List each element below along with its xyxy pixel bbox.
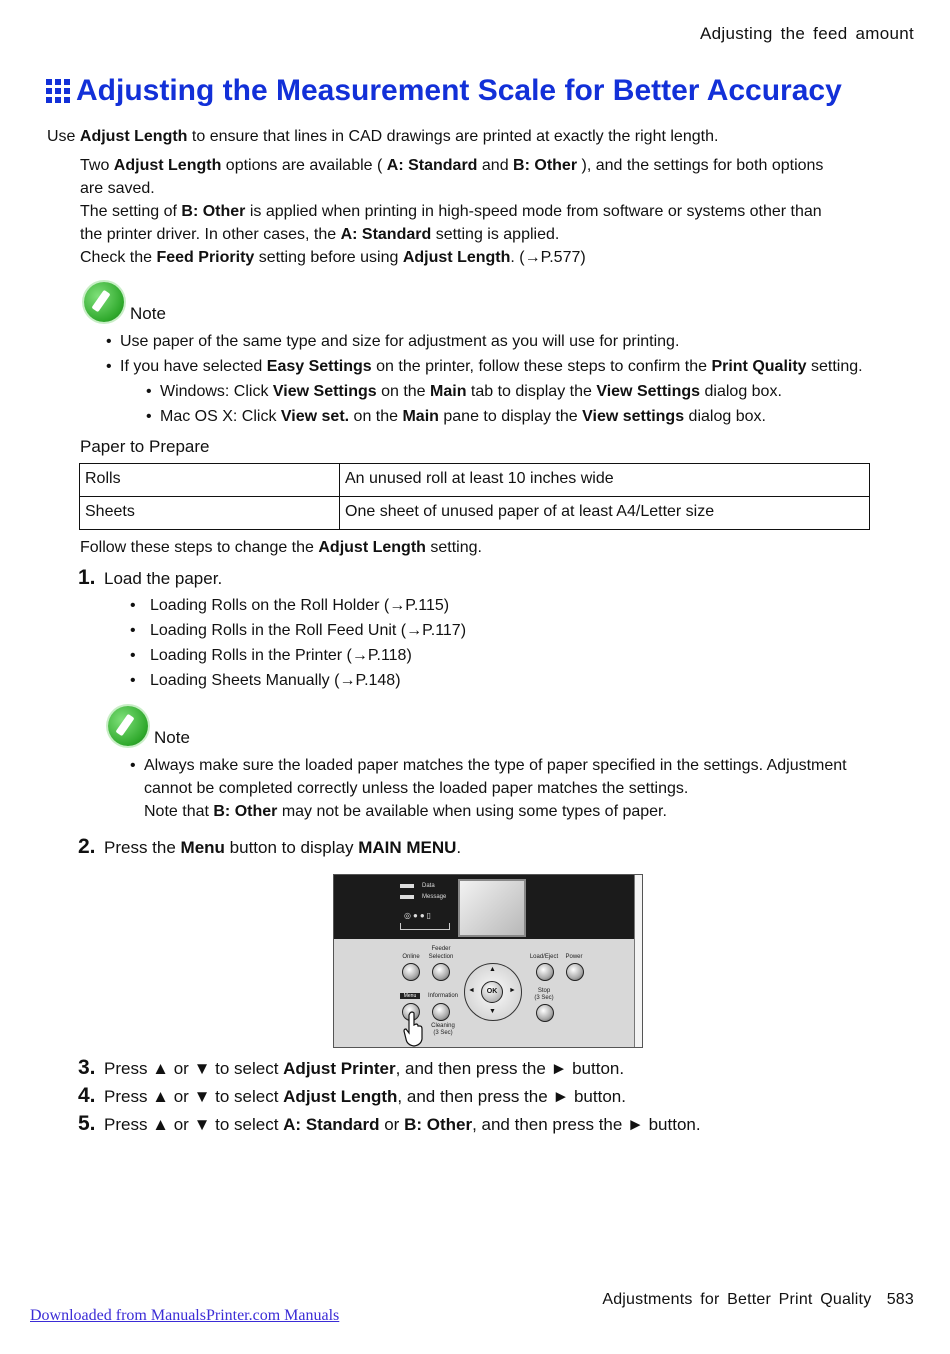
step-1: 1. Load the paper. <box>78 566 223 589</box>
stop-button[interactable] <box>536 1004 554 1022</box>
table-cell: An unused roll at least 10 inches wide <box>340 464 870 497</box>
step-2: 2. Press the Menu button to display MAIN MENU. <box>78 835 462 858</box>
note-list-2 <box>130 754 890 823</box>
list-item: • Use paper of the same type and size for adjustment as you will use for printing. <box>106 329 906 354</box>
feeder-selection-button[interactable] <box>432 963 450 981</box>
up-arrow-icon[interactable]: ▲ <box>489 966 496 973</box>
page-title <box>46 74 842 108</box>
paper-table <box>79 463 870 530</box>
paper-heading: Paper to Prepare <box>80 437 210 456</box>
note-heading-1: Note <box>84 282 166 322</box>
right-arrow-icon[interactable]: ► <box>509 987 516 994</box>
list-item[interactable]: • Loading Rolls in the Roll Feed Unit (→P.117) <box>130 618 466 643</box>
note-list-1 <box>106 329 906 379</box>
control-panel-illustration: Data Message ◎●●▯ Online Feeder Selection Load/Eject Power ▲ ▼ ◄ ► OK Menu Information Cleaning (3 Sec) Stop (3 Sec) <box>333 874 643 1048</box>
list-item: • Windows: Click View Settings on the Main tab to display the View Settings dialog box. <box>146 379 906 404</box>
running-header: Adjusting the feed amount <box>699 24 914 43</box>
list-item[interactable]: • Loading Sheets Manually (→P.148) <box>130 668 466 693</box>
load-eject-button[interactable] <box>536 963 554 981</box>
running-footer: Adjustments for Better Print Quality 583 <box>602 1291 914 1308</box>
list-item[interactable]: • Loading Rolls in the Printer (→P.118) <box>130 643 466 668</box>
table-cell: Rolls <box>80 464 340 497</box>
note-sublist-1 <box>146 379 906 429</box>
table-row <box>80 464 870 497</box>
table-cell: Sheets <box>80 497 340 530</box>
list-item: • Always make sure the loaded paper matches the type of paper specified in the settings. Adjustment cannot be completed correctly unless the loaded paper matches the settings. Note that B: Other may not be available when using some types of paper. <box>130 754 890 823</box>
panel-top: Data Message ◎●●▯ <box>334 875 634 939</box>
information-button[interactable] <box>432 1003 450 1021</box>
page-number: 583 <box>886 1291 914 1308</box>
indicator-icons: ◎●●▯ <box>404 911 434 920</box>
table-row <box>80 497 870 530</box>
ok-button[interactable]: OK <box>481 981 503 1003</box>
left-arrow-icon[interactable]: ◄ <box>468 987 475 994</box>
menu-label: Menu <box>400 993 420 999</box>
lcd-screen <box>458 879 526 937</box>
hand-pointer-icon <box>402 1011 424 1047</box>
follow-text: Follow these steps to change the Adjust Length setting. <box>80 539 482 556</box>
pencil-icon <box>84 282 124 322</box>
list-item: • If you have selected Easy Settings on the printer, follow these steps to confirm the Print Quality setting. <box>106 354 906 379</box>
page-title-text: Adjusting the Measurement Scale for Better Accuracy <box>76 74 842 107</box>
note-heading-2: Note <box>108 706 190 746</box>
step-3: 3. Press ▲ or ▼ to select Adjust Printer, and then press the ► button. <box>78 1056 625 1079</box>
step-5: 5. Press ▲ or ▼ to select A: Standard or B: Other, and then press the ► button. <box>78 1112 701 1135</box>
pencil-icon <box>108 706 148 746</box>
power-button[interactable] <box>566 963 584 981</box>
down-arrow-icon[interactable]: ▼ <box>489 1008 496 1015</box>
list-item: • Mac OS X: Click View set. on the Main pane to display the View settings dialog box. <box>146 404 906 429</box>
table-cell: One sheet of unused paper of at least A4/Letter size <box>340 497 870 530</box>
step-4: 4. Press ▲ or ▼ to select Adjust Length, and then press the ► button. <box>78 1084 626 1107</box>
intro-paragraph: Use Adjust Length to ensure that lines in CAD drawings are printed at exactly the right length. <box>47 128 719 145</box>
online-button[interactable] <box>402 963 420 981</box>
download-link[interactable]: Downloaded from ManualsPrinter.com Manuals <box>30 1307 340 1324</box>
list-item[interactable]: • Loading Rolls on the Roll Holder (→P.115) <box>130 593 466 618</box>
step-1-links <box>130 593 466 693</box>
options-paragraph: Two Adjust Length options are available ( A: Standard and B: Other ), and the settings for both options are saved. The setting of B: Other is applied when printing in high-speed mode from software or systems other than the printer driver. In other cases, the A: Standard setting is applied. Check the Feed Priority setting before using Adjust Length. (→P.577) <box>80 157 824 266</box>
grid-icon <box>46 79 70 103</box>
